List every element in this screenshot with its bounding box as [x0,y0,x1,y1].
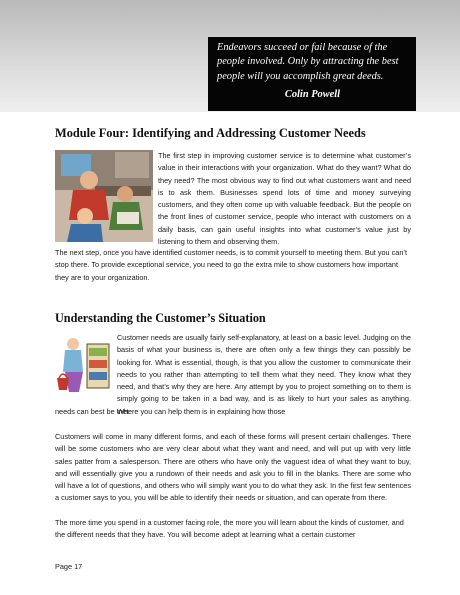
section-paragraph-1: Customer needs are usually fairly self-explanatory, at least on a basic level. Judging on the basis of what your business is, there are often only a few things they can possibly be looking for. What is essential, though, is that you allow the customer to communicate their needs to you rather than attempting to tell them what they need. They know what they need, and that’s why they are here. Any attempt by you to project something on to them is simply going to be taken in a bad way, and is as likely to hurt your sales as anything. Where you can help them is in explaining how those [117,333,411,416]
module-heading: Module Four: Identifying and Addressing Customer Needs [55,126,366,140]
page-number: Page 17 [55,562,83,571]
quote-box [208,37,416,111]
section-heading: Understanding the Customer’s Situation [55,311,266,325]
section-paragraph-1-tail: needs can best be met. [55,407,131,416]
module-intro-paragraph: The first step in improving customer service is to determine what customer’s value in their interactions with your organization. What do they want? What do they need? The most obvious way to find out what customers want and need is to ask them. Businesses spend lots of time and money surveying customers, and they often come up with valuable feedback. But the people on the front lines of customer service, people who interact with customers on a daily basis, can gain useful insights into what customer’s value just by listening to them and observing them. [158,151,411,247]
section-paragraph-3: The more time you spend in a customer facing role, the more you will learn about the kinds of customer, and the different needs that they have. You will become adept at learning what a certain customer [55,518,404,540]
quote-text: Endeavors succeed or fail because of the people involved. Only by attracting the best people will you accomplish great deeds. [217,42,399,82]
section-paragraph-2: Customers will come in many different forms, and each of these forms will present certain challenges. There will be some customers who are very clear about what they want and need, and will put up with very little sales patter from a salesperson. There are others who have only the vaguest idea of what they want to buy, and will essentially give you a rundown of their needs and ask you to fill in the blanks. There are some who will have a lot of questions, and others who will simply want you to do what they ask. In the first few sentences a customer says to you, you will be able to identify their needs or situation, and can operate from there. [55,432,411,503]
quote-author: Colin Powell [284,89,341,101]
module-next-paragraph: The next step, once you have identified customer needs, is to commit yourself to meeting them. But you can’t stop there. To provide exceptional service, you need to go the extra mile to show customers how important they are to your organization. [55,248,408,282]
customer-service-clipart-icon [55,150,153,242]
shopper-clipart-icon [55,334,112,398]
